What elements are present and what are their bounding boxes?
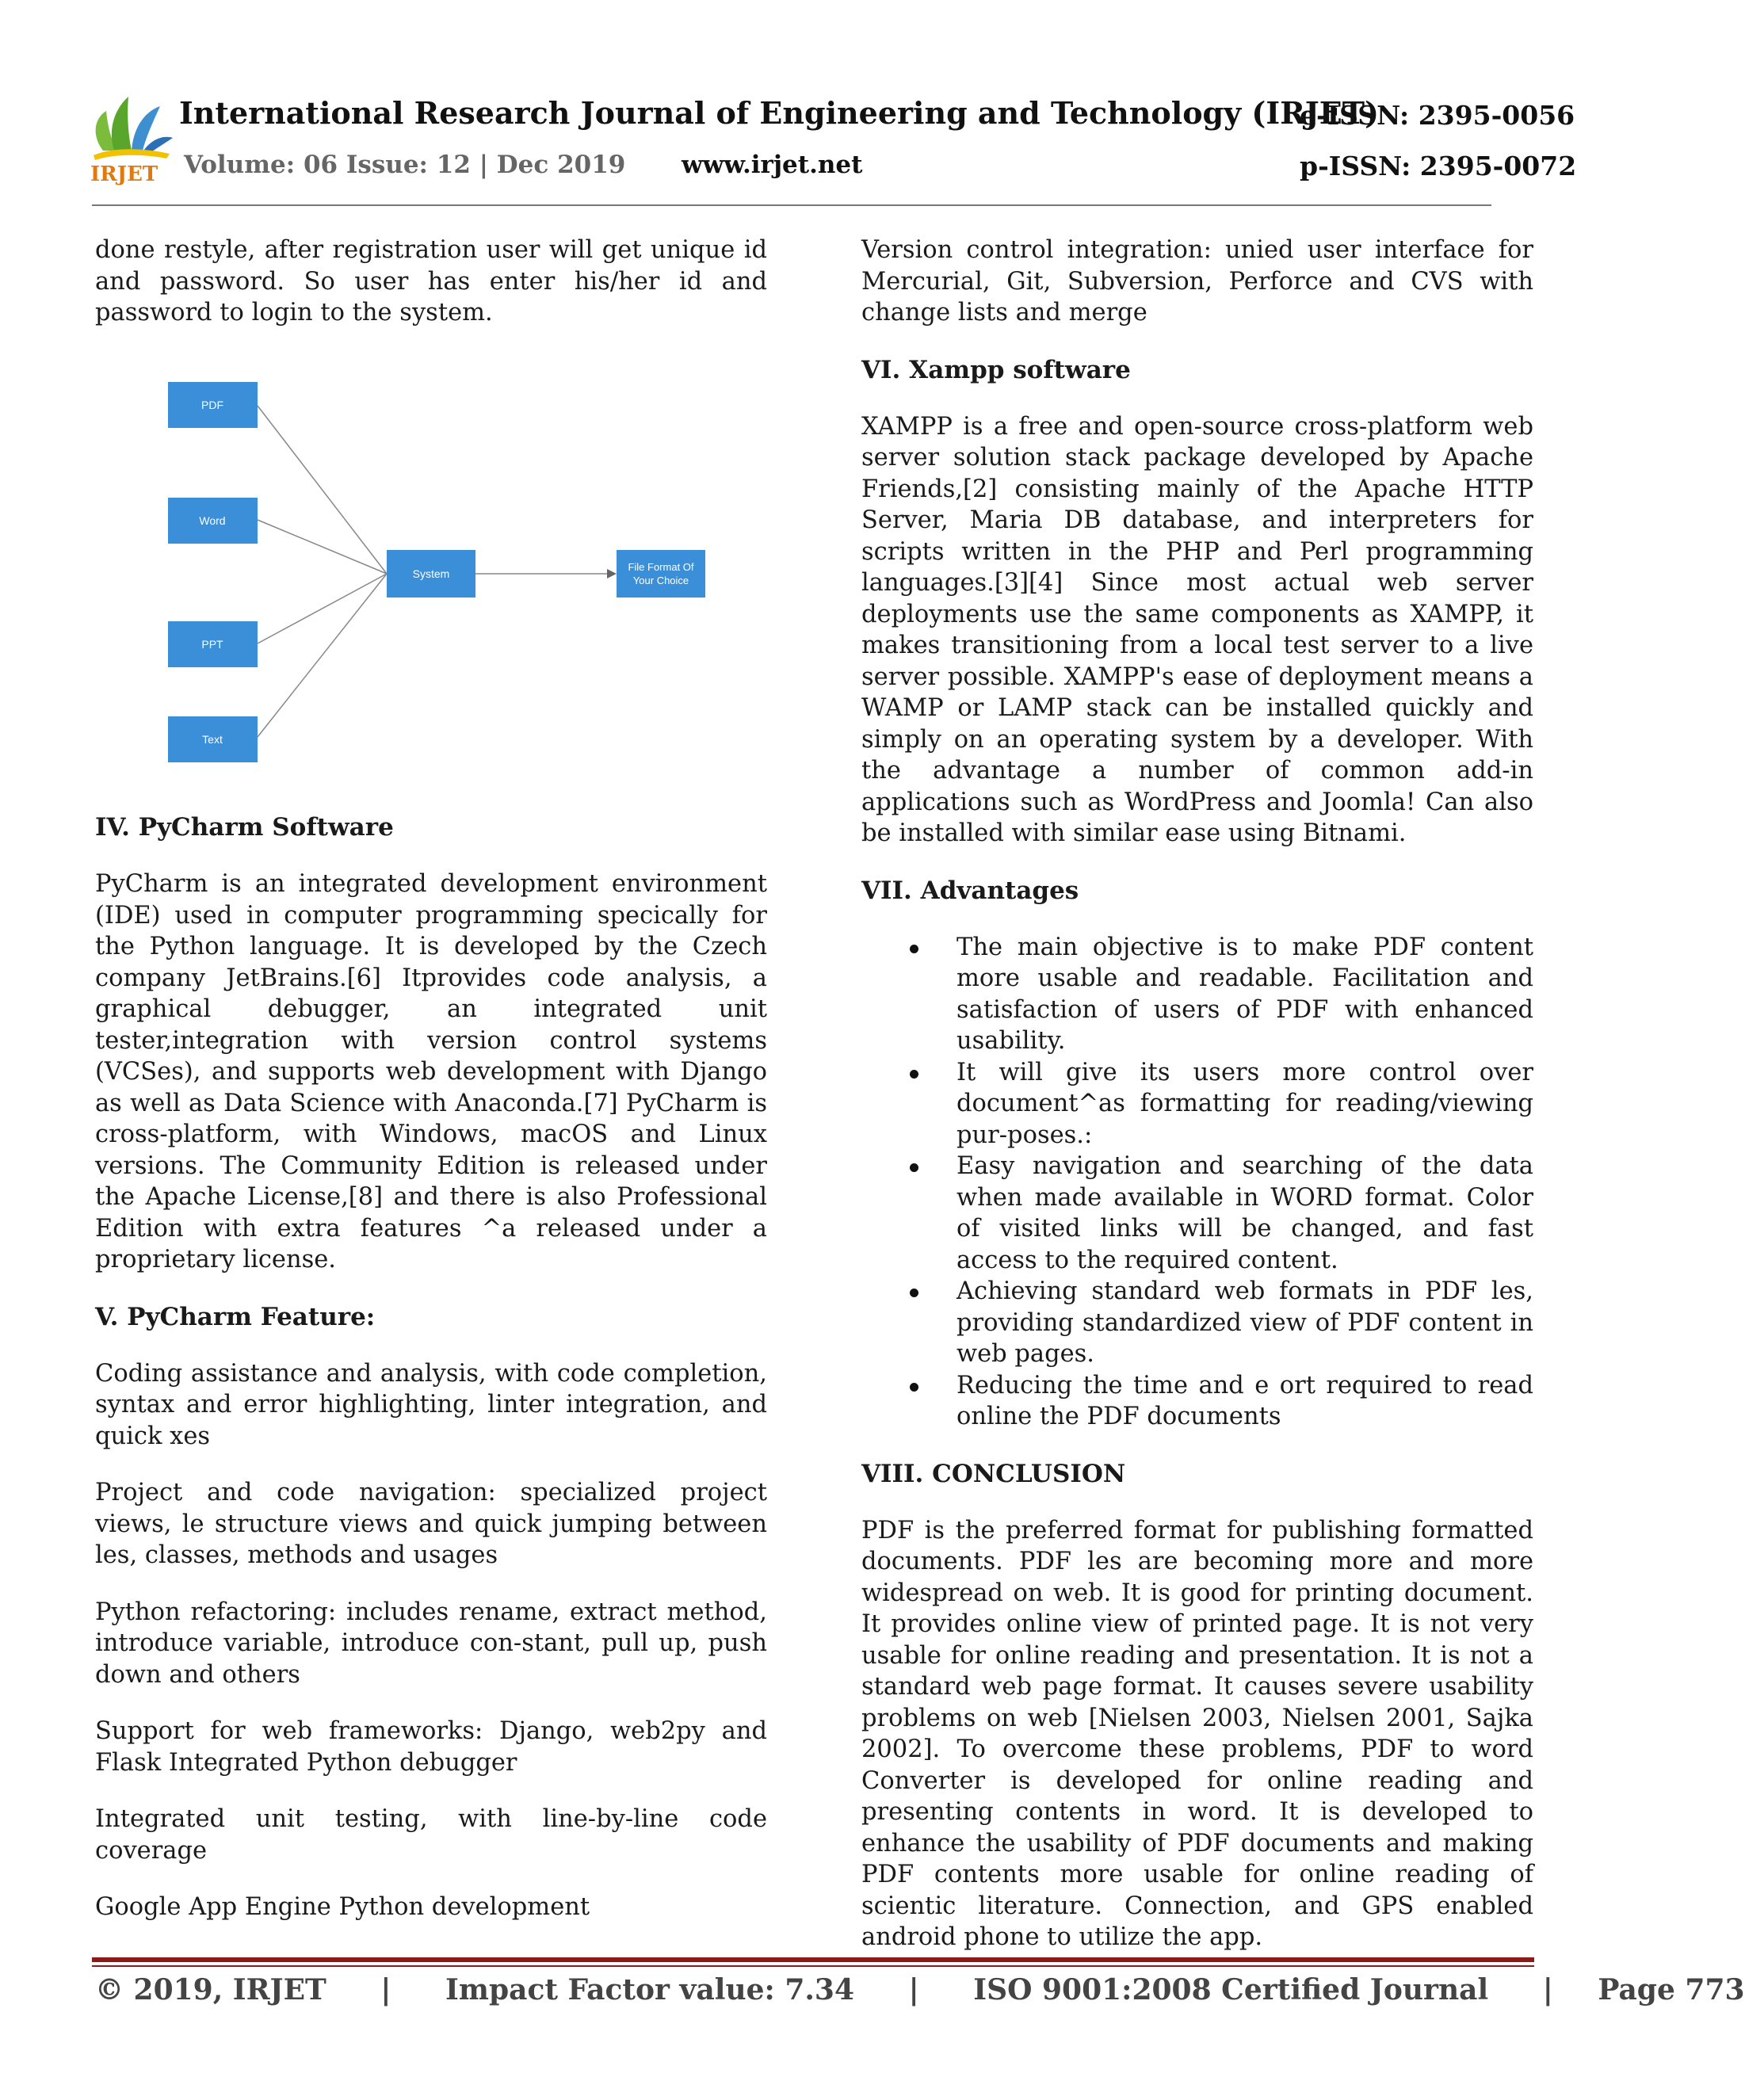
footer-divider <box>92 1957 1534 1962</box>
bullet-icon <box>910 945 918 953</box>
edge-word-system <box>258 520 387 574</box>
list-item: Reducing the time and e ort required to read online the PDF documents <box>861 1370 1533 1433</box>
footer-separator: | <box>1542 1973 1553 2006</box>
svg-text:PPT: PPT <box>201 638 223 651</box>
section-heading: IV. PyCharm Software <box>95 813 394 842</box>
section-paragraph: XAMPP is a free and open-source cross-platform web server solution stack package developed by Apache Friends,[2] consisting mainly of the Apache HTTP Server, Maria DB database, and interpreters for scripts written in the PHP and Perl programming languages.[3][4] Since most actual web server deployments use the same components as XAMPP, it makes transitioning from a local test server to a live server possible. XAMPP's ease of deployment means a WAMP or LAMP stack can be installed quickly and simply on an operating system by a developer. With the advantage a number of common add-in applications such as WordPress and Joomla! Can also be installed with similar ease using Bitnami. <box>861 412 1533 847</box>
right-column <box>861 235 1533 1953</box>
p-issn: p-ISSN: 2395-0072 <box>1300 151 1577 181</box>
section-heading: VIII. CONCLUSION <box>861 1459 1126 1488</box>
journal-title: International Research Journal of Engineering and Technology (IRJET) <box>179 95 1379 131</box>
diagram-box-ppt <box>168 621 258 667</box>
footer-iso: ISO 9001:2008 Certified Journal <box>973 1973 1489 2006</box>
left-intro-paragraph: done restyle, after registration user will get unique id and password. So user has enter his/her id and password to login to the system. <box>95 236 767 326</box>
edge-ppt-system <box>258 574 387 643</box>
svg-text:IRJET: IRJET <box>90 162 158 186</box>
header-divider <box>92 204 1491 206</box>
feature-paragraph: Project and code navigation: specialized project views, le structure views and quick jumping between les, classes, methods and usages <box>95 1479 767 1569</box>
conclusion-paragraph: PDF is the preferred format for publishing formatted documents. PDF les are becoming more and more widespread on web. It is good for printing document. It provides online view of printed page. It is not very usable for online reading and presentation. It is not a standard web page format. It causes severe usability problems on web [Nielsen 2003, Nielsen 2001, Sajka 2002]. To overcome these problems, PDF to word Converter is developed for online reading and presenting contents in word. It is developed to enhance the usability of PDF documents and making PDF contents more usable for online reading of scientic literature. Connection, and GPS enabled android phone to utilize the app. <box>861 1516 1533 1951</box>
irjet-logo <box>87 89 174 184</box>
volume-issue: Volume: 06 Issue: 12 | Dec 2019 <box>184 151 626 179</box>
journal-website: www.irjet.net <box>682 151 863 179</box>
svg-text:PDF: PDF <box>201 399 223 411</box>
svg-text:System: System <box>412 567 450 580</box>
section-iv <box>95 811 767 1923</box>
list-item: The main objective is to make PDF content more usable and readable. Facilitation and satisfaction of users of PDF with enhanced usability. <box>861 932 1533 1057</box>
diagram-box-system <box>387 550 475 598</box>
footer-divider-thin <box>92 1965 1534 1967</box>
feature-paragraph: Google App Engine Python development <box>95 1893 590 1921</box>
list-item: Easy navigation and searching of the data when made available in WORD format. Color of visited links will be changed, and fast access to the required content. <box>861 1151 1533 1276</box>
svg-text:Text: Text <box>202 733 223 746</box>
footer-page-number: Page 773 <box>1598 1973 1745 2006</box>
footer-impact-factor: Impact Factor value: 7.34 <box>445 1973 855 2006</box>
right-intro-paragraph: Version control integration: unied user interface for Mercurial, Git, Subversion, Perforce and CVS with change lists and merge <box>861 236 1533 326</box>
bullet-icon <box>910 1070 918 1079</box>
feature-paragraph: Python refactoring: includes rename, extract method, introduce variable, introduce con-stant, pull up, push down and others <box>95 1598 767 1689</box>
arrowhead-icon <box>607 569 617 578</box>
section-heading: VII. Advantages <box>861 876 1079 905</box>
left-intro <box>95 235 767 329</box>
footer-separator: | <box>380 1973 391 2006</box>
e-issn: e-ISSN: 2395-0056 <box>1300 100 1575 131</box>
page-footer <box>95 1973 1745 2006</box>
footer-copyright: © 2019, IRJET <box>95 1973 326 2006</box>
list-item: Achieving standard web formats in PDF les, providing standardized view of PDF content in web pages. <box>861 1276 1533 1370</box>
leaf-emblem-icon <box>94 97 173 160</box>
diagram-box-text <box>168 716 258 762</box>
feature-paragraph: Coding assistance and analysis, with code completion, syntax and error highlighting, linter integration, and quick xes <box>95 1359 767 1450</box>
list-item: It will give its users more control over document^as formatting for reading/viewing pur-poses.: <box>861 1057 1533 1151</box>
footer-separator: | <box>908 1973 919 2006</box>
svg-text:Word: Word <box>199 514 226 527</box>
bullet-icon <box>910 1163 918 1172</box>
section-heading: V. PyCharm Feature: <box>95 1302 376 1331</box>
section-paragraph: PyCharm is an integrated development environment (IDE) used in computer programming specically for the Python language. It is developed by the Czech company JetBrains.[6] Itprovides code analysis, a graphical debugger, an integrated unit tester,integration with version control systems (VCSes), and supports web development with Django as well as Data Science with Anaconda.[7] PyCharm is cross-platform, with Windows, macOS and Linux versions. The Community Edition is released under the Apache License,[8] and there is also Professional Edition with extra features ^a released under a proprietary license. <box>95 870 767 1273</box>
bullet-icon <box>910 1383 918 1392</box>
diagram-box-word <box>168 498 258 544</box>
feature-paragraph: Integrated unit testing, with line-by-line code coverage <box>95 1805 767 1865</box>
diagram-box-output <box>617 550 705 598</box>
section-heading: VI. Xampp software <box>861 355 1131 384</box>
advantages-list <box>861 932 1533 1433</box>
bullet-icon <box>910 1289 918 1297</box>
edge-pdf-system <box>258 406 387 574</box>
edge-text-system <box>258 574 387 737</box>
feature-paragraph: Support for web frameworks: Django, web2py and Flask Integrated Python debugger <box>95 1717 767 1777</box>
conversion-diagram <box>135 365 737 777</box>
svg-text:File Format Of: File Format Of <box>628 561 694 573</box>
diagram-box-pdf <box>168 382 258 428</box>
svg-text:Your Choice: Your Choice <box>632 575 689 586</box>
